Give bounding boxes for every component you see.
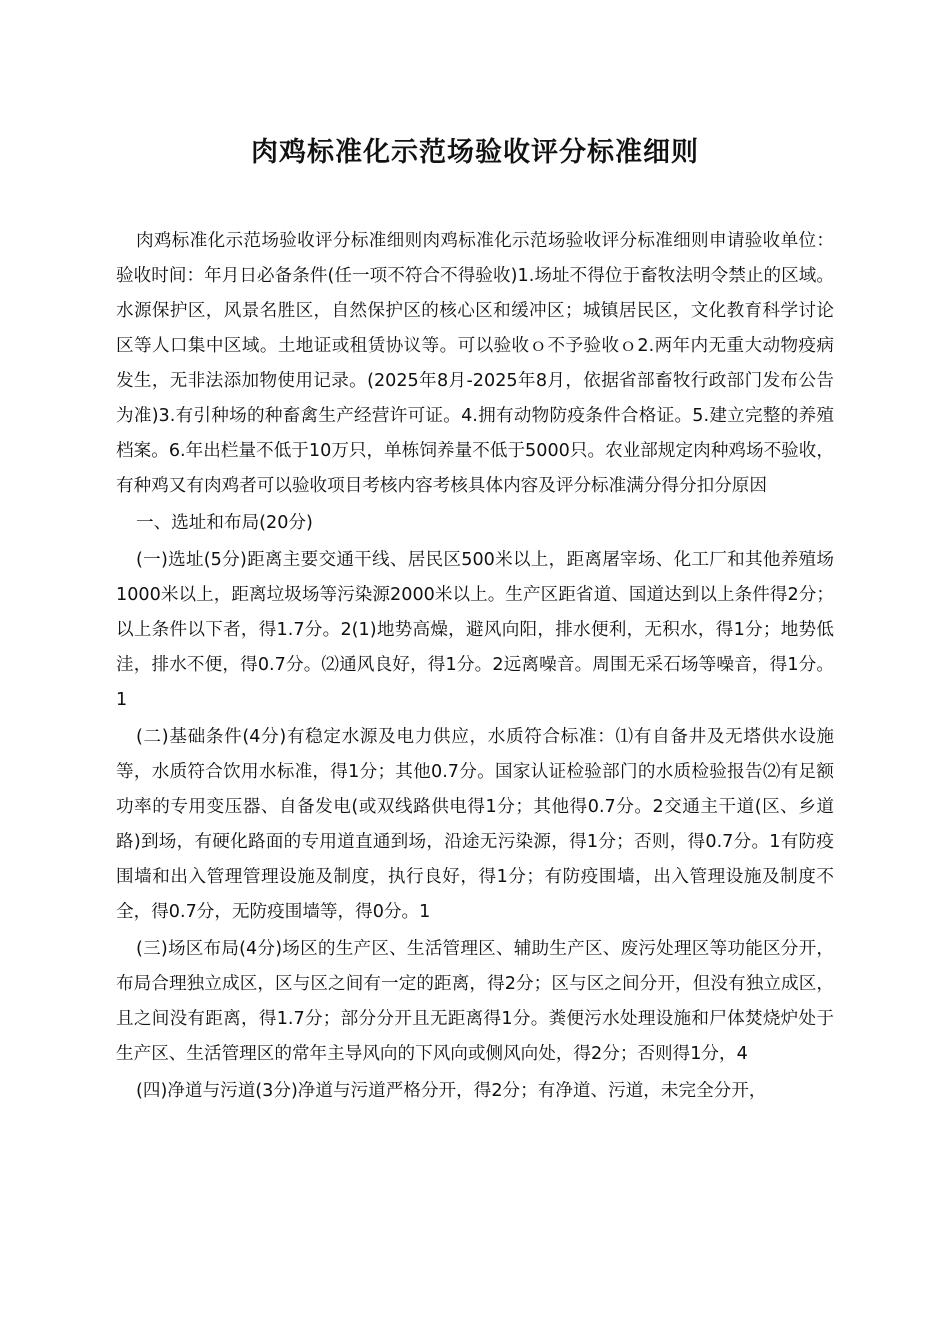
intro-paragraph: 肉鸡标准化示范场验收评分标准细则肉鸡标准化示范场验收评分标准细则申请验收单位：验收时间：年月日必备条件(任一项不符合不得验收)1.场址不得位于畜牧法明令禁止的区域。水源保护区，风景名胜区，自然保护区的核心区和缓冲区；城镇居民区，文化教育科学讨论区等人口集中区域。土地证或租赁协议等。可以验收ｏ不予验收ｏ2.两年内无重大动物疫病发生，无非法添加物使用记录。(2025年8月-2025年8月，依据省部畜牧行政部门发布公告为准)3.有引种场的种畜禽生产经营许可证。4.拥有动物防疫条件合格证。5.建立完整的养殖档案。6.年出栏量不低于10万只，单栋饲养量不低于5000只。农业部规定肉种鸡场不验收，有种鸡又有肉鸡者可以验收项目考核内容考核具体内容及评分标准满分得分扣分原因 xyxy=(116,231,834,496)
paragraph-clean-dirty-roads: (四)净道与污道(3分)净道与污道严格分开，得2分；有净道、污道，未完全分开， xyxy=(136,1081,767,1101)
section-heading: 一、选址和布局(20分) xyxy=(136,513,313,533)
paragraph-layout: (三)场区布局(4分)场区的生产区、生活管理区、辅助生产区、废污处理区等功能区分开，布局合理独立成区，区与区之间有一定的距离，得2分；区与区之间分开，但没有独立成区，且之间没有距离，得1.7分；部分分开且无距离得1分。粪便污水处理设施和尸体焚烧炉处于生产区、生活管理区的常年主导风向的下风向或侧风向处，得2分；否则得1分，4 xyxy=(116,939,834,1064)
paragraph-site-selection: (一)选址(5分)距离主要交通干线、居民区500米以上，距离屠宰场、化工厂和其他养殖场1000米以上，距离垃圾场等污染源2000米以上。生产区距省道、国道达到以上条件得2分；以上条件以下者，得1.7分。2(1)地势高燥，避风向阳，排水便利，无积水，得1分；地势低洼，排水不便，得0.7分。⑵通风良好，得1分。2远离噪音。周围无采石场等噪音，得1分。1 xyxy=(116,550,834,710)
document-title: 肉鸡标准化示范场验收评分标准细则 xyxy=(251,137,699,168)
paragraph-basic-conditions: (二)基础条件(4分)有稳定水源及电力供应，水质符合标准：⑴有自备井及无塔供水设施等，水质符合饮用水标准，得1分；其他0.7分。国家认证检验部门的水质检验报告⑵有足额功率的专用变压器、自备发电(或双线路供电得1分；其他得0.7分。2交通主干道(区、乡道路)到场，有硬化路面的专用道直通到场，沿途无污染源，得1分；否则，得0.7分。1有防疫围墙和出入管理管理设施及制度，执行良好，得1分；有防疫围墙，出入管理设施及制度不全，得0.7分，无防疫围墙等，得0分。1 xyxy=(116,727,834,922)
document-body xyxy=(116,224,834,1111)
